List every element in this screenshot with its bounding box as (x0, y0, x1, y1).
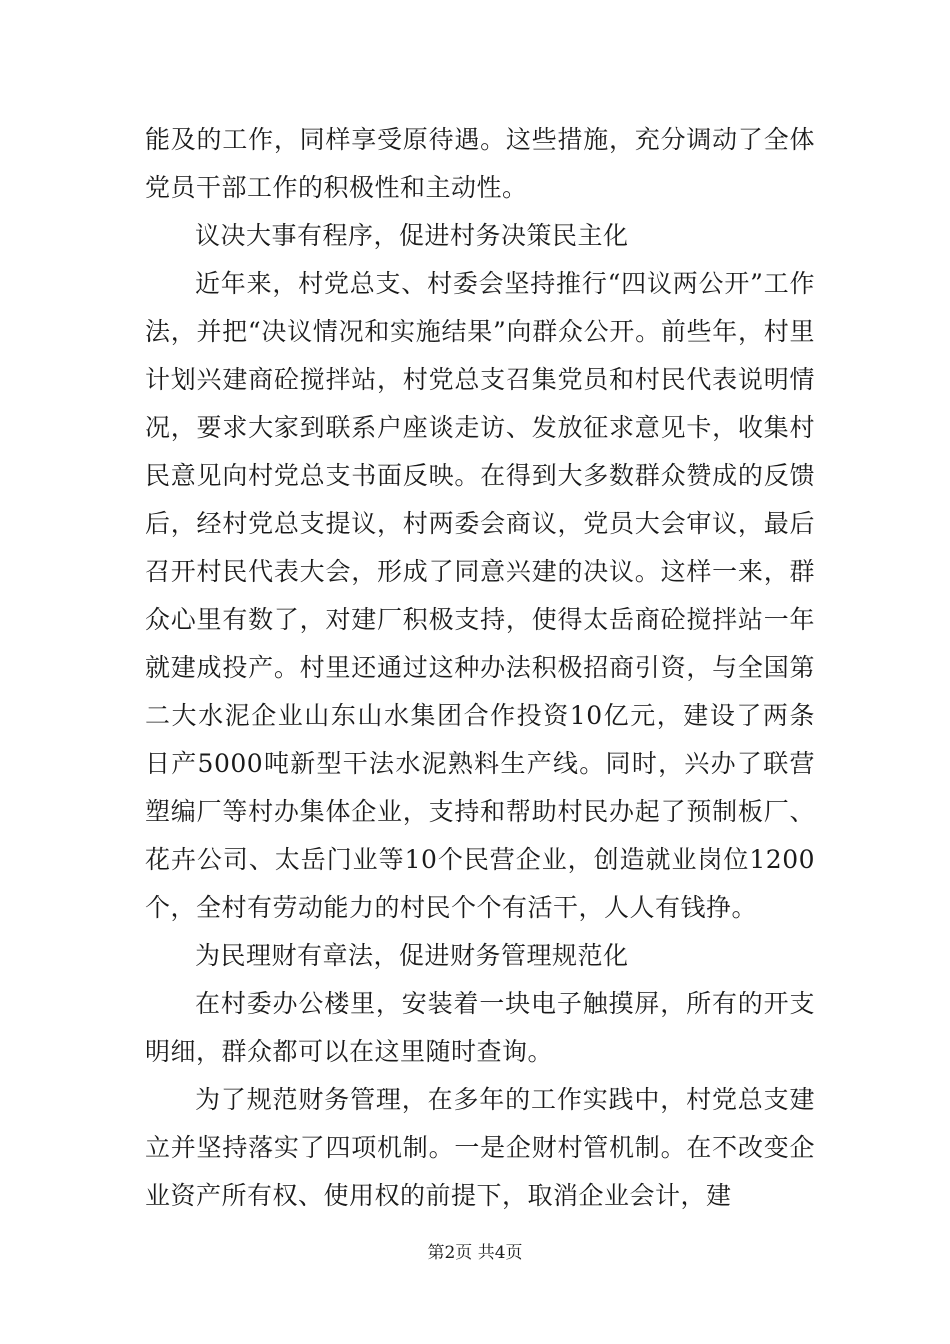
section-heading-financial-management: 为民理财有章法，促进财务管理规范化 (195, 941, 629, 970)
section-heading-decision-making: 议决大事有程序，促进村务决策民主化 (195, 221, 629, 250)
document-body (145, 116, 815, 1220)
paragraph-four-discussions: 近年来，村党总支、村委会坚持推行“四议两公开”工作法，并把“决议情况和实施结果”向群众公开。前些年，村里计划兴建商砼搅拌站，村党总支召集党员和村民代表说明情况，要求大家到联系户座谈走访、发放征求意见卡，收集村民意见向村党总支书面反映。在得到大多数群众赞成的反馈后，经村党总支提议，村两委会商议，党员大会审议，最后召开村民代表大会，形成了同意兴建的决议。这样一来，群众心里有数了，对建厂积极支持，使得太岳商砼搅拌站一年就建成投产。村里还通过这种办法积极招商引资，与全国第二大水泥企业山东山水集团合作投资10亿元，建设了两条日产5000吨新型干法水泥熟料生产线。同时，兴办了联营塑编厂等村办集体企业，支持和帮助村民办起了预制板厂、花卉公司、太岳门业等10个民营企业，创造就业岗位1200个，全村有劳动能力的村民个个有活干，人人有钱挣。 (145, 269, 815, 922)
page-footer (0, 1242, 950, 1264)
paragraph-continuation: 能及的工作，同样享受原待遇。这些措施，充分调动了全体党员干部工作的积极性和主动性。 (145, 125, 815, 202)
paragraph-four-mechanisms: 为了规范财务管理，在多年的工作实践中，村党总支建立并坚持落实了四项机制。一是企财村管机制。在不改变企业资产所有权、使用权的前提下，取消企业会计，建 (145, 1085, 815, 1210)
page-number-label: 第2页 共4页 (427, 1243, 523, 1263)
paragraph-touch-screen: 在村委办公楼里，安装着一块电子触摸屏，所有的开支明细，群众都可以在这里随时查询。 (145, 989, 815, 1066)
